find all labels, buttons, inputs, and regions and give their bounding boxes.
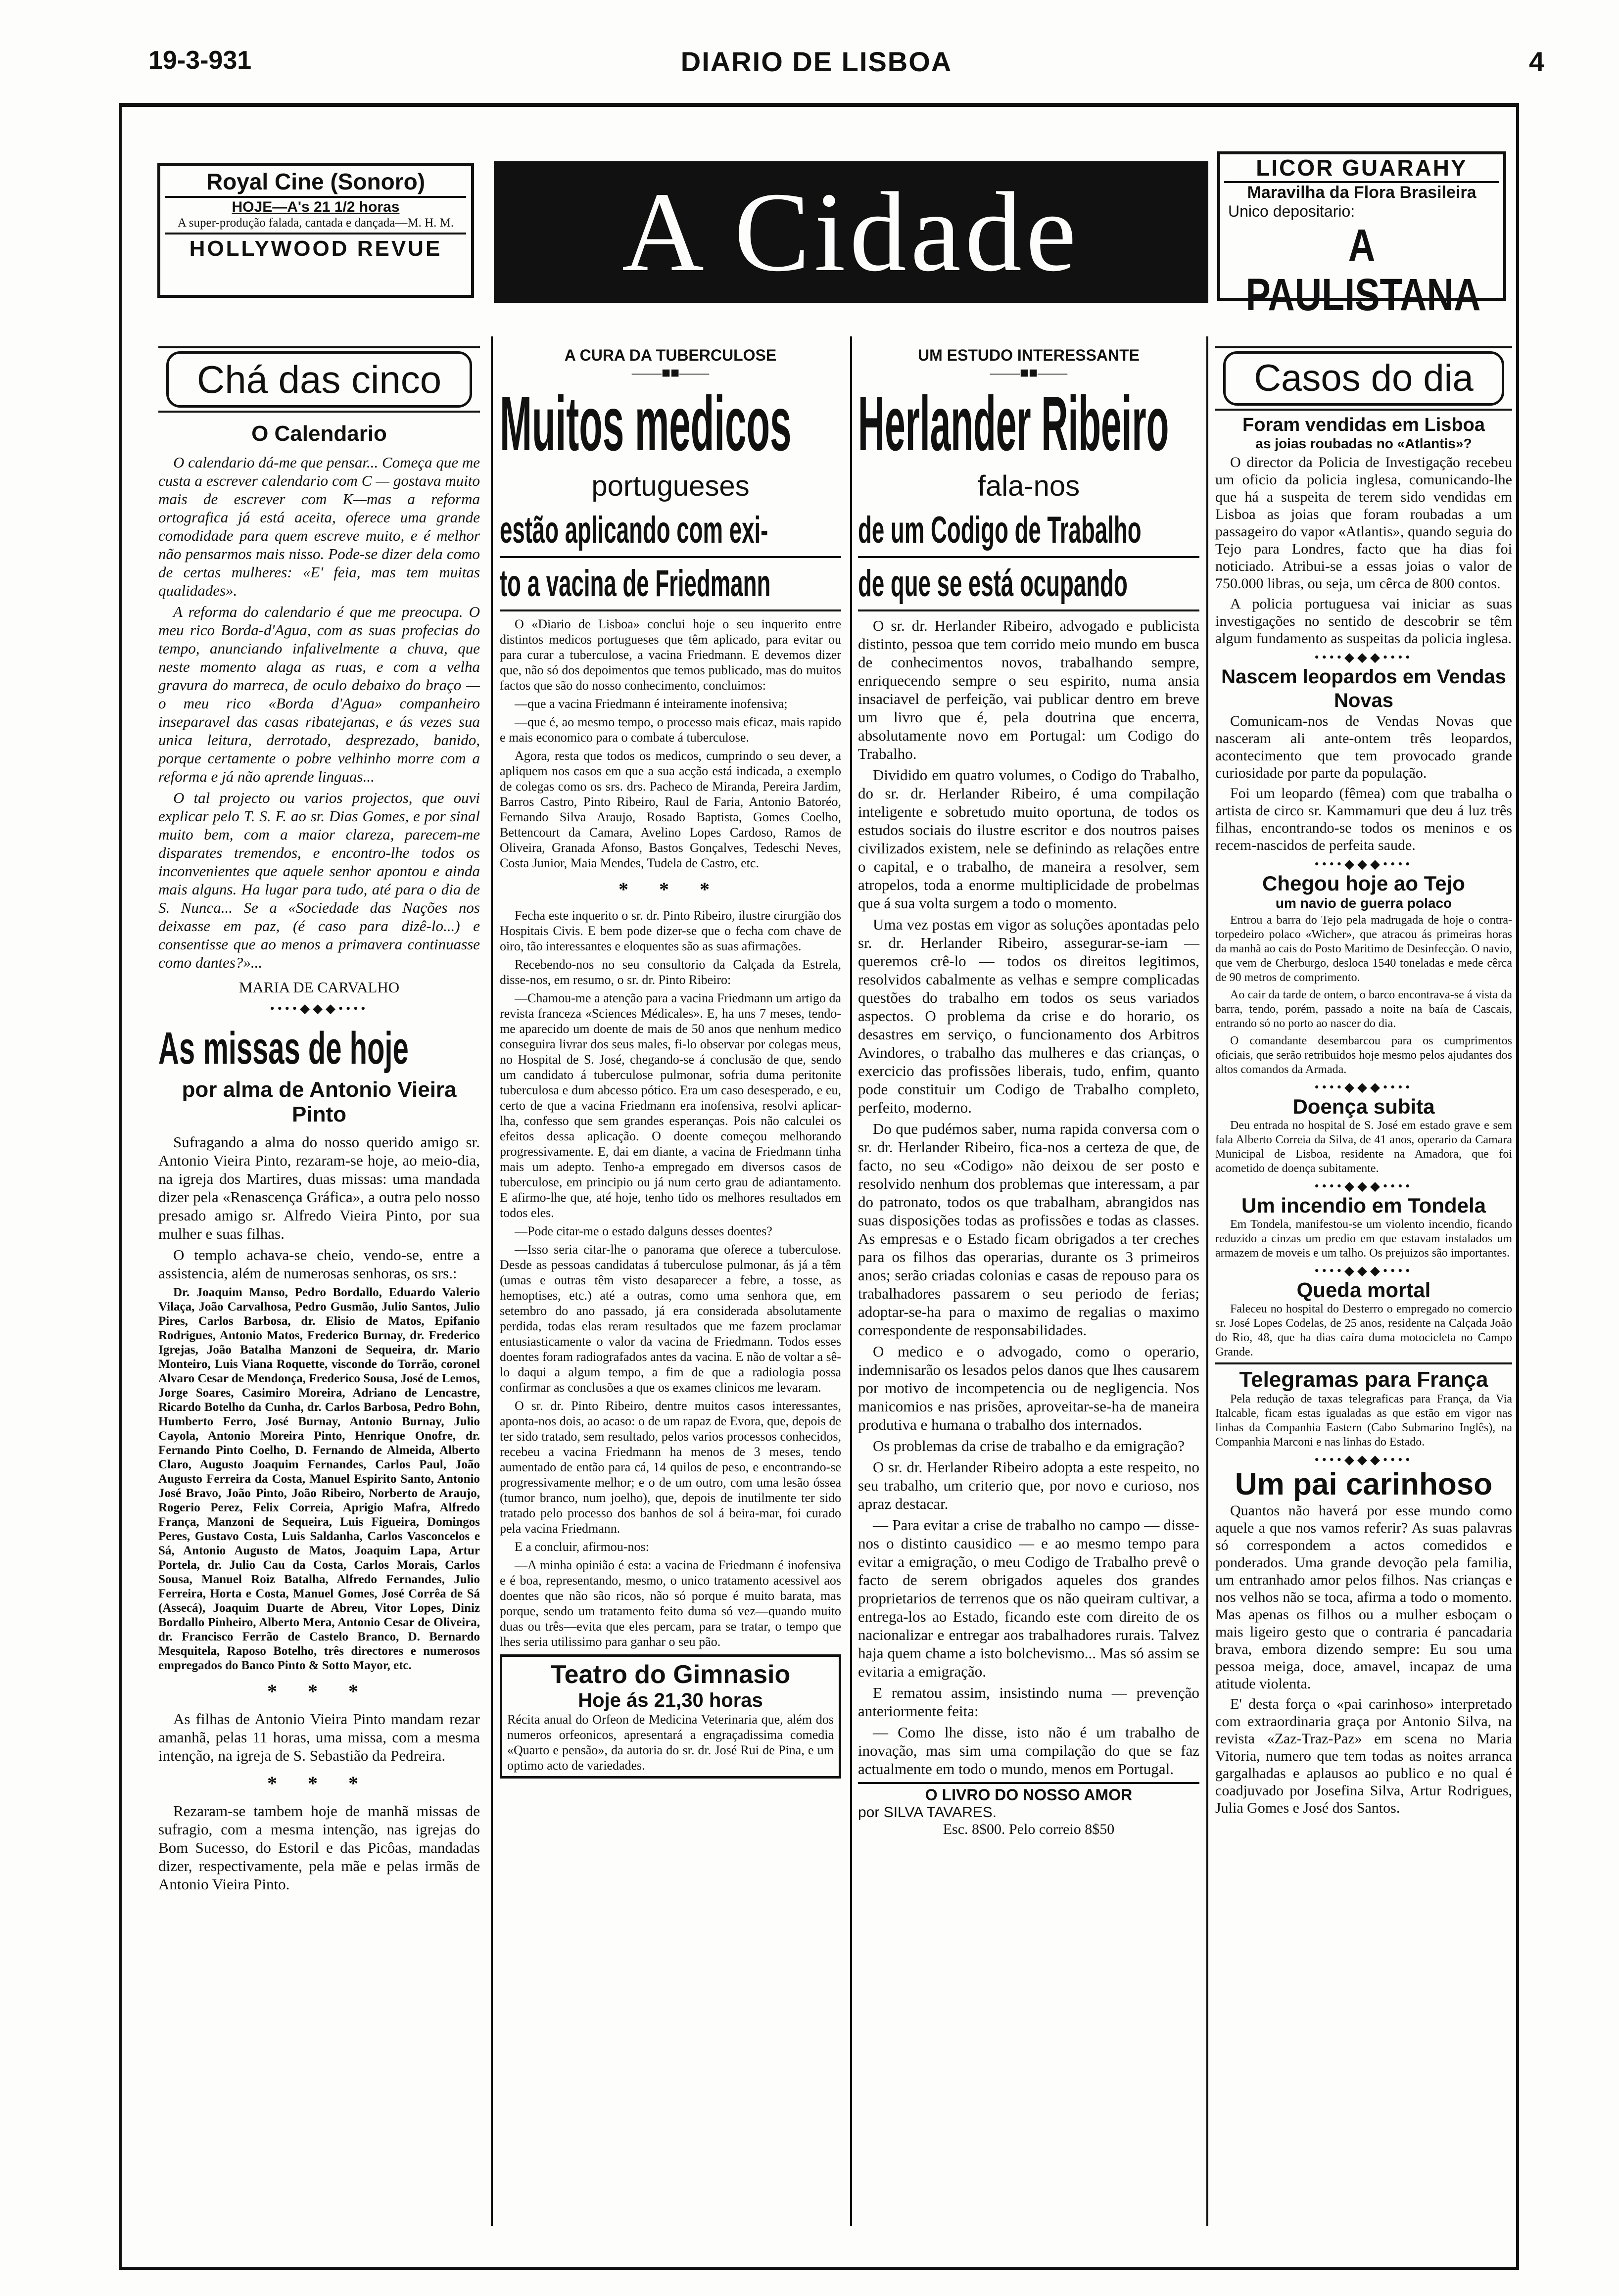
herlander-para: E rematou assim, insistindo numa — prevenção anteriormente feita: [858,1684,1199,1720]
cura-para: —Isso seria citar-lhe o panorama que oferece a tuberculose. Desde as pessoas candidatas á tuberculose pulmonar, ás já a têm (umas e outras têm visto desaparecer a febre, a tosse, as hemoptises, etc.) até a outras, como uma senhora que, em setembro do ano passado, já era considerada absolutamente perdida, todas elas reram resultados que me fazem proclamar entusiasticamente o valor da vacina de Friedmann. Todos esses doentes foram radiografados antes da vacina. E não de voltar a sê-lo daqui a algum tempo, a fim de que a radiologia possa confirmar as conclusões a que os exames clinicos me levaram. [500,1242,841,1395]
casos-s1-text: A policia portuguesa vai iniciar as suas investigações no sentido de descobrir se têm algum fundamento as suspeitas da policia inglesa. [1215,596,1512,647]
col-rule-2 [850,336,852,2226]
teatro-title: Teatro do Gimnasio [550,1660,791,1689]
casos-s3-text: Ao cair da tarde de ontem, o barco encontrava-se á vista da barra, tendo, porém, passado a noite na baía de Cascais, entrando só no porto ao nascer do dia. [1215,988,1512,1030]
casos-s1-title: Foram vendidas em Lisboa [1242,415,1485,435]
casos-s3-sub: um navio de guerra polaco [1275,895,1452,911]
column-3 [858,346,1199,1838]
herlander-headline: Herlander Ribeiro [858,381,1169,467]
cura-para: Agora, resta que todos os medicos, cumprindo o seu dever, a apliquem nos casos em que a sua acção está indicada, a exemplo de colegas como os srs. drs. Pacheco de Miranda, Pereira Jardim, Barros Castro, Pinto Ribeiro, Raul de Faria, Antonio Batoréo, Fernando Silva Araujo, Rosado Baptista, Gomes Coelho, Bettencourt da Camara, Avelino Lopes Cardoso, Ramos de Oliveira, Granada Afonso, Bastos Gonçalves, Tedeschi Neves, Costa Junior, Maia Mendes, Tudela de Castro, etc. [500,749,841,870]
frame-left [119,103,122,2270]
header-rule [119,103,1519,107]
royal-cine-ad [157,163,474,298]
herlander-para: O medico e o advogado, como o operario, indemnisarão os lesados pelos danos que lhes causarem por motivo de incompetencia ou de negligencia. Nos manicomios e nas prisões, aproveitar-se-ha de maneira produtiva e humana o trabalho dos internados. [858,1343,1199,1433]
casos-s4-title: Doença subita [1292,1095,1435,1118]
ornament: ••••◆◆◆•••• [1314,650,1413,664]
herlander-headline-2: fala-nos [977,470,1080,502]
casos-s6-title: Queda mortal [1296,1278,1431,1302]
cha-para: O calendario dá-me que pensar... Começa que me custa a escrever calendario com C — gostava muito mais de escrever com K—mas a reforma ortografica já está aceita, oferece uma grande comodidade para quem escreve muito, e é melhor não pensarmos mais nisso. Pode-se dizer dela como de certas mulheres: «E' feia, mas tem muitas qualidades». [158,454,480,599]
cha-author: MARIA DE CARVALHO [238,979,400,996]
royal-cine-desc: A super-produção falada, cantada e dançada—M. H. M. [177,216,454,230]
casos-s3-text: Entrou a barra do Tejo pela madrugada de hoje o contra-torpedeiro polaco «Wicher», que atracou ás primeiras horas da manhã ao cais do Posto Maritimo de Desinfecção. O navio, que vem de Cherburgo, desloca 1540 toneladas e mede cêrca de 90 metros de comprimento. [1215,914,1512,984]
cura-headline-3: estão aplicando com exi- [500,509,768,551]
cura-para: —A minha opinião é esta: a vacina de Friedmann é inofensiva e é boa, representando, mesmo, o unico tratamento acessivel aos doentes que não são ricos, não só porque é muito barata, mas porque, sendo um tratamento feito duma só vez—quando muito duas ou três—evita que eles percam, para se tratar, o tempo que lhes seria utilissimo para ganhar o seu pão. [500,1558,841,1649]
page-date: 19-3-931 [148,46,252,75]
stars-separator: * * * [267,1680,371,1702]
col-rule-1 [491,336,493,2226]
casos-s7-text: Pela redução de taxas telegraficas para França, da Via Italcable, ficam estas igualadas as que estão em vigor nas linhas da Companhia Eastern (Cabo Submarino Inglês), na Companhia Marconi e nas linhas do Estado. [1215,1393,1512,1449]
herlander-para: Os problemas da crise de trabalho e da emigração? [873,1437,1185,1454]
cura-para: E a concluir, afirmou-nos: [515,1540,649,1554]
cura-para: Recebendo-nos no seu consultorio da Calçada da Estrela, disse-nos, em resumo, o sr. dr. Pinto Ribeiro: [500,957,841,987]
casos-s3-text: O comandante desembarcou para os cumprimentos oficiais, que serão retribuidos hoje mesmo pelos ajudantes dos altos comandos da Armada. [1215,1034,1512,1076]
teatro-time: Hoje ás 21,30 horas [578,1689,763,1711]
casos-s1-text: O director da Policia de Investigação recebeu um oficio da policia inglesa, comunicando-lhe que há a suspeita de terem sido vendidas em Lisboa as joias que foram roubadas a um passageiro do vapor «Atlantis», quando seguia do Tejo para Londres, facto que ha dias foi noticiado. Atribui-se a essas joias o valor de 750.000 libras, ou seja, um cêrca de 800 contos. [1215,454,1512,592]
missas-names: Dr. Joaquim Manso, Pedro Bordallo, Eduardo Valerio Vilaça, João Carvalhosa, Pedro Gusmão, Julio Santos, Julio Pires, Carlos Barbosa, dr. Elisio de Matos, Epifanio Rodrigues, Antonio Matos, Frederico Burnay, dr. Frederico Igrejas, João Batalha Manzoni de Sequeira, dr. Mario Monteiro, Luis Viana Roquette, visconde do Torrão, coronel Alvaro Cesar de Mendonça, Frederico Sousa, José de Lemos, Jorge Soares, Casimiro Moreira, Adriano de Lencastre, Ricardo Botelho da Cunha, dr. Carlos Barbosa, Pedro Bohn, Humberto Ferro, José Burnay, Antonio Burnay, Julio Cayola, Antonio Moreira Pinto, Henrique Onofre, dr. Fernando Pinto Coelho, D. Fernando de Almeida, Alberto Claro, Augusto Joaquim Fernandes, Carlos Paul, João Augusto Ferreira da Costa, Manuel Espirito Santo, Antonio José Bravo, João Pinto, João Ribeiro, Norberto de Araujo, Rogerio Perez, Felix Correia, Aprigio Mafra, Alfredo França, Manzoni de Sequeira, Luis Figueira, Domingos Peres, Gustavo Costa, Luis Saldanha, Carlos Vasconcelos e Sá, Antonio Augusto de Matos, Joaquim Lapa, Artur Portela, dr. Julio Cau da Costa, Carlos Morais, Carlos Sousa, Manuel Roiz Batalha, Alfredo Fernandes, Julio Ferreira, Horta e Costa, Manuel Gomes, José Corrêa de Sá (Assecá), Joaquim Duarte de Abreu, Vitor Lopes, Diniz Bordallo Pinheiro, Alberto Mera, Antonio Cesar de Oliveira, dr. Francisco Ferrão de Castelo Branco, D. Bernardo Mesquitela, Raposo Botelho, três directores e numerosos empregados do Banco Pinto & Sotto Mayor, etc. [158,1286,480,1672]
herlander-para: — Como lhe disse, isto não é um trabalho de inovação, mas sim uma compilação do que se faz actualmente em todo o mundo, menos em Portugal. [858,1724,1199,1778]
teatro-desc: Récita anual do Orfeon de Medicina Veterinaria que, além dos numeros orfeonicos, apresentará a engraçadissima comedia «Quarto e pensão», da autoria do sr. dr. José Rui de Pina, e um optimo acto de variedades. [507,1712,834,1773]
licor-name: LICOR GUARAHY [1256,155,1468,181]
herlander-para: Do que pudémos saber, numa rapida conversa com o sr. dr. Herlander Ribeiro, fica-nos a certeza de que, de facto, no seu «Codigo» não deixou de ser posto e resolvido nenhum dos problemas que interessam, a par do patronato, todos os que trabalham, abrangidos nas suas disposições todas as profissões e todas as classes. As empresas e o Estado ficam obrigados a ter creches para os filhos das operarias, durante os 3 primeiros anos; serão criadas colonias e casas de repouso para os trabalhadores passarem o seu periodo de ferias; adoptar-se-ha para o maximo de regalias o maximo correspondente de responsabilidades. [858,1120,1199,1339]
cura-headline: Muitos medicos [500,381,792,467]
column-2 [500,346,841,1779]
ornament: ••••◆◆◆•••• [1314,1179,1413,1193]
missas-para: Rezaram-se tambem hoje de manhã missas de sufragio, com a mesma intenção, nas igrejas do Bom Sucesso, do Estoril e das Picôas, mandadas dizer, respectivamente, pela mãe e pelas irmãs de Antonio Vieira Pinto. [158,1802,480,1893]
royal-cine-title: Royal Cine (Sonoro) [206,169,426,194]
column-4 [1215,346,1512,1820]
herlander-para: O sr. dr. Herlander Ribeiro adopta a este respeito, no seu trabalho, um criterio que, por novo e curioso, nos apraz destacar. [858,1458,1199,1512]
licor-slogan: Maravilha da Flora Brasileira [1247,183,1476,202]
casos-s5-text: Em Tondela, manifestou-se um violento incendio, ficando reduzido a cinzas um predio em que estavam instalados um armazem de moveis e um talho. Os prejuizos são importantes. [1215,1218,1512,1260]
cha-para: O tal projecto ou varios projectos, que ouvi explicar pelo T. S. F. ao sr. Dias Gomes, e por sinal muito bem, com a maior clareza, parecem-me disparates tremendos, e encontro-lhe todos os inconvenientes que aquele senhor apontou e ainda mais alguns. Ha lugar para tudo, até para o dia de S. Nunca... Se a «Sociedade das Nações nos deixasse em paz, (é caso para dizê-lo...) e consentisse que ao menos a primavera continuasse como dantes?»... [158,789,480,971]
frame-right [1516,103,1519,2270]
column-1 [158,346,480,1896]
page-number: 4 [1529,46,1545,77]
casos-s8-text: E' desta força o «pai carinhoso» interpretado com extraordinaria graça por Antonio Silva, na revista «Zaz-Traz-Paz» em scena no Maria Vitoria, numero que tem todas as noites arranca gargalhadas e aplausos ao publico e no qual é coadjuvado por Josefina Silva, Artur Rodrigues, Julia Gomes e José dos Santos. [1215,1696,1512,1816]
ornament: ••••◆◆◆•••• [1314,1264,1413,1278]
herlander-headline-3: de um Codigo de Trabalho [858,509,1142,551]
cha-title: Chá das cinco [166,351,472,408]
herlander-para: Dividido em quatro volumes, o Codigo do Trabalho, do sr. dr. Herlander Ribeiro, é uma compilação inteligente e sobretudo muito oportuna, de todos os estudos sociais do ilustre escritor e dos noutros paises civilizados existem, nele se definindo as relações entre o capital, e o trabalho, de maneira a resolver, sem atropelos, toda a enorme multiplicidade de probelmas que á sua volta surgem a todo o momento. [858,766,1199,912]
casos-s2-text: Foi um leopardo (fêmea) com que trabalha o artista de circo sr. Kammamuri que deu á luz três filhas, encontrando-se todos os meninos e os recem-nascidos de perfeita saude. [1215,785,1512,853]
herlander-para: Uma vez postas em vigor as soluções apontadas pelo sr. dr. Herlander Ribeiro, assegurar-se-iam — queremos crê-lo — todos os direitos legitimos, resolvidos cabalmente as velhas e sempre complicadas questões do trabalho em todos os seus variados aspectos. O problema da crise e do horario, os desastres em serviço, o funcionamento dos Arbitros Avindores, o trabalho das mulheres e das crianças, o exercicio das profissões liberais, tudo, enfim, quanto pode constituir um Codigo de Trabalho completo, perfeito, moderno. [858,916,1199,1116]
missas-subtitle: por alma de Antonio Vieira Pinto [182,1078,457,1126]
royal-cine-film: HOLLYWOOD REVUE [189,236,442,261]
cura-para: —Pode citar-me o estado dalguns desses doentes? [515,1224,772,1238]
book-ad-author: por SILVA TAVARES. [858,1804,997,1821]
licor-depositary: A PAULISTANA [1245,220,1481,320]
ornament: ••••◆◆◆•••• [1314,857,1413,871]
masthead-title: A Cidade [621,169,1081,295]
cura-headline-4: to a vacina de Friedmann [500,562,771,605]
casos-s5-title: Um incendio em Tondela [1241,1194,1486,1217]
herlander-headline-4: de que se está ocupando [858,562,1128,605]
teatro-ad [500,1654,841,1779]
cha-para: A reforma do calendario é que me preocupa. O meu rico Borda-d'Agua, com as suas profecias do tempo, anunciando infalivelmente a chuva, que neste momento alaga as ruas, e com a velha gravura do marreca, de oculo debaixo do braço — o meu rico «Borda d'Agua» companheiro inseparavel das casas ribatejanas, e ás vezes sua unica leitura, derrotado, desprezado, banido, porque certamente o pobre velhinho morre com a reforma e já não aprende linguas... [158,603,480,785]
stars-separator: * * * [267,1772,371,1794]
cura-para: O sr. dr. Pinto Ribeiro, dentre muitos casos interessantes, aponta-nos dois, ao acaso: o de um rapaz de Evora, que, depois de ter sido tratado, sem resultado, pelos varios processos conhecidos, recebeu a vacina Friedmann ha menos de 3 meses, tendo aumentado de então para cá, 14 quilos de peso, e encontrando-se progressivamente melhor; e o de um outro, com uma lesão óssea (tumor branco, num joelho), que, depois de inutilmente ter sido tratado pelo processo dos banhos de sol á beira-mar, foi curado pela vacina Friedmann. [500,1399,841,1536]
frame-bottom [119,2267,1519,2270]
missas-para: As filhas de Antonio Vieira Pinto mandam rezar amanhã, pelas 11 horas, uma missa, com a mesma intenção, na igreja de S. Sebastião da Pedreira. [158,1710,480,1764]
kicker-dash: ——■■—— [990,365,1068,381]
missas-para: O templo achava-se cheio, vendo-se, entre a assistencia, além de numerosas senhoras, os srs.: [158,1246,480,1282]
kicker-dash: ——■■—— [631,365,710,381]
cura-para: —que é, ao mesmo tempo, o processo mais eficaz, mais rapido e mais economico para o combate á tuberculose. [500,715,841,745]
casos-s2-title: Nascem leopardos em Vendas Novas [1221,666,1506,711]
cura-para: O «Diario de Lisboa» conclui hoje o seu inquerito entre distintos medicos portugueses que têm aplicado, para evitar ou para curar a tuberculose, a vacina Friedmann. E devemos dizer que, não só dos depoimentos que temos publicado, mas do muitos factos que são do nosso conhecimento, concluimos: [500,617,841,693]
missas-title: As missas de hoje [158,1023,409,1074]
casos-s7-title: Telegramas para França [1239,1367,1488,1392]
book-ad-price: Esc. 8$00. Pelo correio 8$50 [943,1821,1115,1837]
herlander-para: — Para evitar a crise de trabalho no campo — disse-nos o distinto causidico — e ao mesmo tempo para evitar a emigração, o meu Codigo de Trabalho prevê o facto de serem obrigados aqueles dos grandes proprietarios de terrenos que os não queiram cultivar, a entrega-los ao Estado, ficando este com direito de os nacionalizar e entregar aos trabalhadores rurais. Talvez haja quem chame a isto bolchevismo... Mas só assim se evitaria a emigração. [858,1516,1199,1680]
cura-para: —que a vacina Friedmann é inteiramente inofensiva; [515,697,788,711]
stars-separator: * * * [619,878,722,900]
casos-s2-text: Comunicam-nos de Vendas Novas que nasceram ali ante-ontem três leopardos, acontecimento que tem provocado grande curiosidade por parte da população. [1215,713,1512,781]
licor-ad [1217,151,1506,320]
cura-para: —Chamou-me a atenção para a vacina Friedmann um artigo da revista franceza «Sciences Médicales». E, ha uns 7 meses, tendo-me aparecido um doente de mais de 50 anos que nenhum medico conseguira livrar dos seus males, fi-lo observar por colegas meus, no Hospital de S. José, chegando-se á conclusão de que, sendo um candidato á tuberculose pulmonar, sofria duma peritonite tuberculosa e dum abcesso pótico. Era um caso desesperado, e eu, certo de que a vacina Friedmann era inofensiva, resolvi aplicar-lha, confesso que sem grandes esperanças. Pois não calculei os efeitos dessa aplicação. O doente começou melhorando progressivamente. E, dai em diante, a vacina de Friedmann tinha mais um adepto. Tenho-a empregado em diversos casos de tuberculose, em principio ou já num certo grau de adiantamento. E afirmo-lhe que, até hoje, tenho tido os melhores resultados em todos eles. [500,991,841,1220]
casos-s4-text: Deu entrada no hospital de S. José em estado grave e sem fala Alberto Correia da Silva, de 41 anos, operario da Camara Municipal de Lisboa, residente na Amadora, que foi acometido de doença subitamente. [1215,1119,1512,1175]
casos-s8-text: Quantos não haverá por esse mundo como aquele a que nos vamos referir? As suas palavras só correspondem a actos comedidos e ponderados. Uma grande devoção pela familia, um entranhado amor pelos filhos. Nas crianças e nos velhos não se toca, afirma a todo o momento. Mas apenas os filhos ou a mulher esboçam o mais ligeiro gesto que o contraria é pancadaria brava, embora dizendo sempre: Eu sou uma pessoa meiga, doce, amavel, incapaz de uma atitude violenta. [1215,1502,1512,1692]
ornament: ••••◆◆◆•••• [1314,1080,1413,1094]
casos-s8-title: Um pai carinhoso [1235,1467,1493,1501]
col-rule-3 [1206,336,1208,2226]
cura-para: Fecha este inquerito o sr. dr. Pinto Ribeiro, ilustre cirurgião dos Hospitais Civis. E bem pode dizer-se que o fecha com chave de oiro, tão interessantes e eloquentes são as suas afirmações. [500,908,841,953]
casos-title: Casos do dia [1223,351,1504,406]
casos-s6-text: Faleceu no hospital do Desterro o empregado no comercio sr. José Lopes Codelas, de 25 anos, residente na Calçada João do Rio, 48, que ha dias caíra duma motocicleta no Campo Grande. [1215,1303,1512,1359]
book-ad-title: O LIVRO DO NOSSO AMOR [925,1786,1133,1804]
licor-depositary-label: Unico depositario: [1228,202,1355,220]
cha-subtitle: O Calendario [251,422,387,446]
royal-cine-time: HOJE—A's 21 1/2 horas [232,199,400,215]
masthead-banner [494,161,1208,303]
casos-s3-title: Chegou hoje ao Tejo [1262,872,1465,895]
missas-para: Sufragando a alma do nosso querido amigo sr. Antonio Vieira Pinto, rezaram-se hoje, ao meio-dia, na igreja dos Martires, duas missas: uma mandada dizer pela «Renascença Gráfica», a outra pelo nosso presado amigo sr. Alfredo Vieira Pinto, por sua mulher e suas filhas. [158,1133,480,1242]
ornament: ••••◆◆◆•••• [1314,1453,1413,1467]
herlander-para: O sr. dr. Herlander Ribeiro, advogado e publicista distinto, pessoa que tem corrido meio mundo em busca de conhecimentos novos, trabalhando sempre, enriquecendo sempre o seu espirito, numa ansia insaciavel de perfeição, vai publicar dentro em breve um livro que é, pela doutrina que encerra, absolutamente novo em Portugal: um Codigo do Trabalho. [858,617,1199,762]
cura-headline-2: portugueses [591,470,750,502]
ornament: ••••◆◆◆•••• [270,1001,369,1016]
casos-s1-sub: as joias roubadas no «Atlantis»? [1255,436,1472,451]
newspaper-name: DIARIO DE LISBOA [680,46,952,77]
herlander-kicker: UM ESTUDO INTERESSANTE [917,346,1140,364]
cura-kicker: A CURA DA TUBERCULOSE [564,346,777,364]
